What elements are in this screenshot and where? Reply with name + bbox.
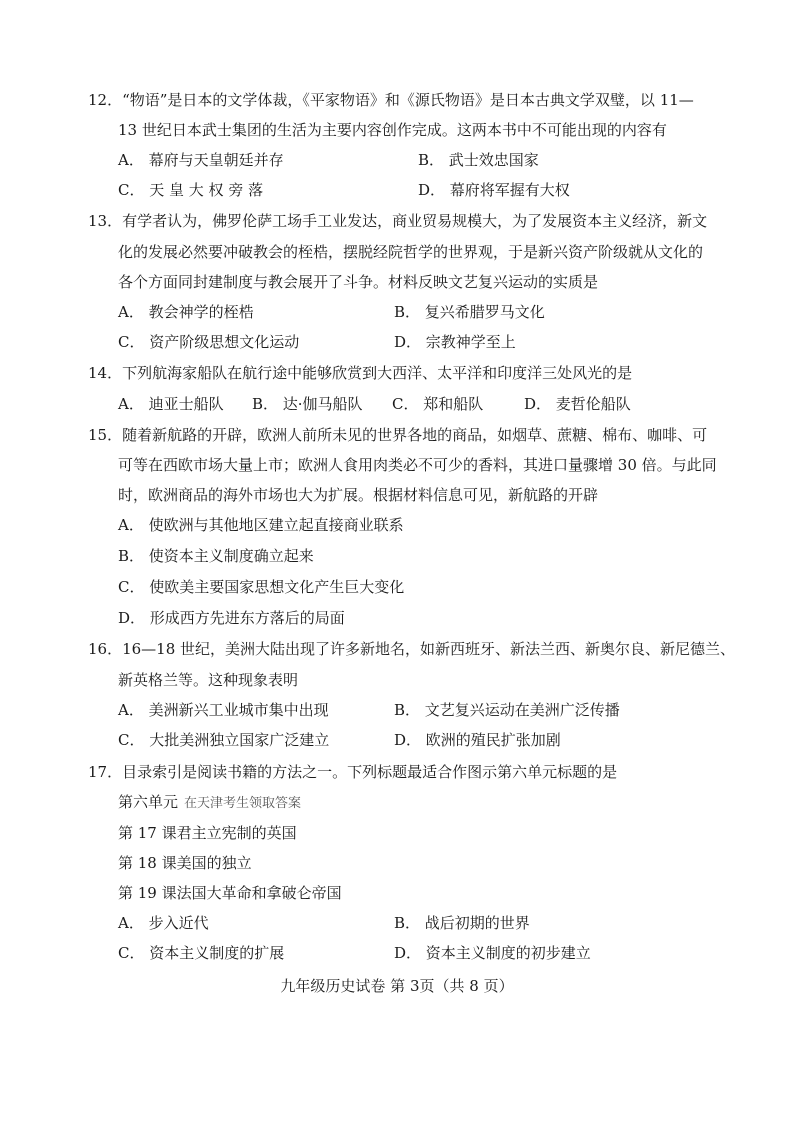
q16-option-b[interactable]: B． 文艺复兴运动在美洲广泛传播 xyxy=(394,701,620,719)
q14-stem-line1: 14．下列航海家船队在航行途中能够欣赏到大西洋、太平洋和印度洋三处风光的是 xyxy=(88,364,633,382)
q12-option-a[interactable]: A． 幕府与天皇朝廷并存 xyxy=(118,151,284,169)
q16-option-c[interactable]: C． 大批美洲独立国家广泛建立 xyxy=(118,731,330,749)
q13-stem-line1: 13．有学者认为，佛罗伦萨工场手工业发达，商业贸易规模大，为了发展资本主义经济，新文 xyxy=(88,212,708,230)
q12-option-c[interactable]: C． 天 皇 大 权 旁 落 xyxy=(118,181,264,199)
q17-option-b[interactable]: B． 战后初期的世界 xyxy=(394,914,530,932)
q16-option-a[interactable]: A． 美洲新兴工业城市集中出现 xyxy=(118,701,329,719)
q14-option-c[interactable]: C． 郑和船队 xyxy=(392,395,484,413)
q15-stem-line3: 时，欧洲商品的海外市场也大为扩展。根据材料信息可见，新航路的开辟 xyxy=(118,486,599,504)
q15-option-c[interactable]: C． 使欧美主要国家思想文化产生巨大变化 xyxy=(118,578,405,596)
q12-stem-line2: 13 世纪日本武士集团的生活为主要内容创作完成。这两本书中不可能出现的内容有 xyxy=(118,121,667,139)
q16-stem-line2: 新英格兰等。这种现象表明 xyxy=(118,671,299,689)
q16-option-d[interactable]: D． 欧洲的殖民扩张加剧 xyxy=(394,731,561,749)
q17-toc-lesson17: 第 17 课君主立宪制的英国 xyxy=(118,824,297,842)
q17-unit-title: 第六单元 xyxy=(118,793,179,811)
q15-option-d[interactable]: D． 形成西方先进东方落后的局面 xyxy=(118,609,345,627)
q13-option-c[interactable]: C． 资产阶级思想文化运动 xyxy=(118,333,300,351)
q15-stem-line2: 可等在西欧市场大量上市；欧洲人食用肉类必不可少的香料，其进口量骤增 30 倍。与此同 xyxy=(118,456,717,474)
q15-option-a[interactable]: A． 使欧洲与其他地区建立起直接商业联系 xyxy=(118,516,404,534)
q14-option-d[interactable]: D． 麦哲伦船队 xyxy=(524,395,631,413)
q17-toc-unit xyxy=(118,792,301,814)
q12-stem-line1: 12．“物语”是日本的文学体裁，《平家物语》和《源氏物语》是日本古典文学双璧，以 11— xyxy=(88,91,694,109)
q17-option-d[interactable]: D． 资本主义制度的初步建立 xyxy=(394,944,591,962)
q15-option-b[interactable]: B． 使资本主义制度确立起来 xyxy=(118,547,314,565)
page-footer: 九年级历史试卷 第 3页（共 8 页） xyxy=(280,977,514,995)
q14-option-a[interactable]: A． 迪亚士船队 xyxy=(118,395,224,413)
q15-stem-line1: 15．随着新航路的开辟，欧洲人前所未见的世界各地的商品，如烟草、蔗糖、棉布、咖啡、可 xyxy=(88,426,708,444)
q14-option-b[interactable]: B． 达·伽马船队 xyxy=(252,395,363,413)
q13-option-a[interactable]: A． 教会神学的桎梏 xyxy=(118,303,254,321)
q17-option-a[interactable]: A． 步入近代 xyxy=(118,914,209,932)
q17-toc-lesson19: 第 19 课法国大革命和拿破仑帝国 xyxy=(118,884,342,902)
q17-stem-line1: 17．目录索引是阅读书籍的方法之一。下列标题最适合作图示第六单元标题的是 xyxy=(88,763,618,781)
q13-stem-line2: 化的发展必然要冲破教会的桎梏，摆脱经院哲学的世界观，于是新兴资产阶级就从文化的 xyxy=(118,243,704,261)
q17-option-c[interactable]: C． 资本主义制度的扩展 xyxy=(118,944,285,962)
q17-toc-lesson18: 第 18 课美国的独立 xyxy=(118,854,252,872)
q13-stem-line3: 各个方面同封建制度与教会展开了斗争。材料反映文艺复兴运动的实质是 xyxy=(118,273,599,291)
watermark-stamp-text: 在天津考生领取答案 xyxy=(184,796,302,811)
q16-stem-line1: 16．16—18 世纪，美洲大陆出现了许多新地名，如新西班牙、新法兰西、新奥尔良、新尼德兰、 xyxy=(88,640,736,658)
q13-option-b[interactable]: B． 复兴希腊罗马文化 xyxy=(394,303,545,321)
q13-option-d[interactable]: D． 宗教神学至上 xyxy=(394,333,516,351)
q12-option-d[interactable]: D． 幕府将军握有大权 xyxy=(418,181,570,199)
q12-option-b[interactable]: B． 武士效忠国家 xyxy=(418,151,539,169)
